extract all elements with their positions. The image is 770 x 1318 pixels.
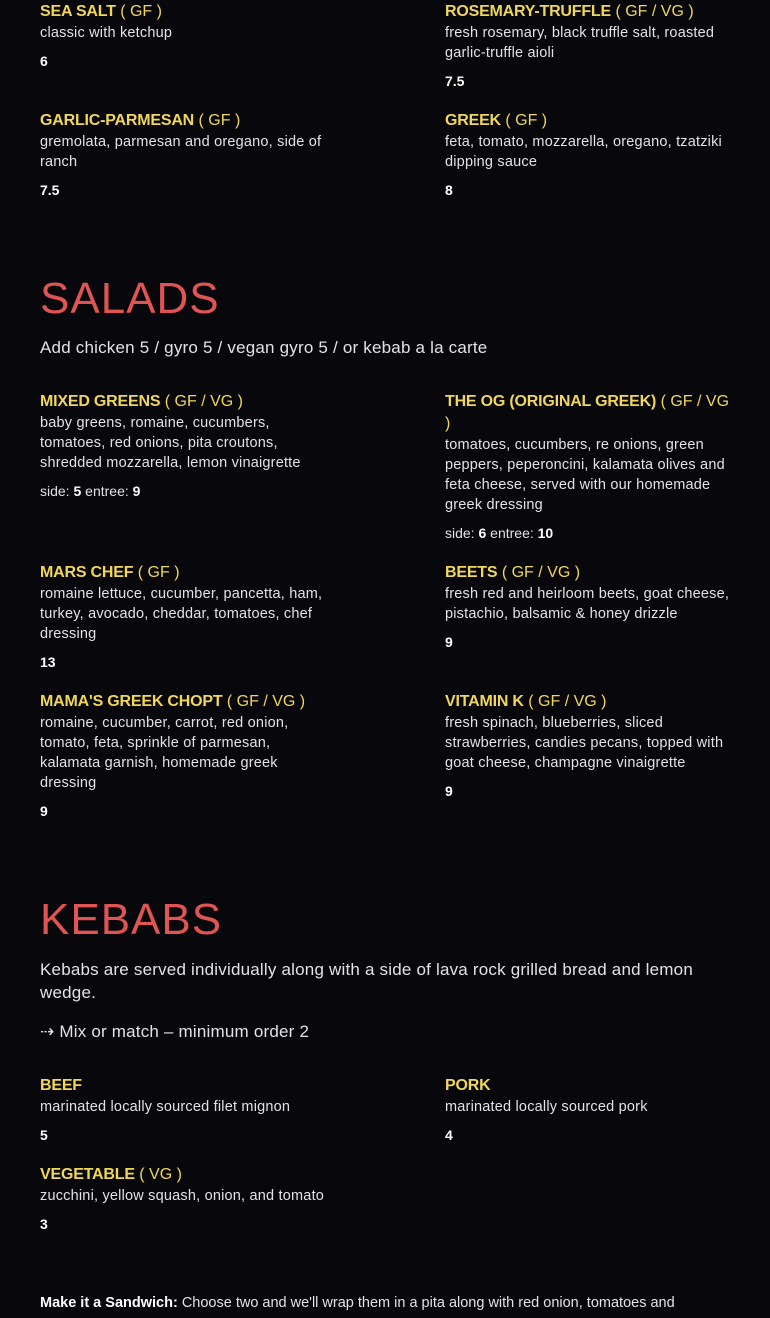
item-price: 8	[445, 182, 453, 198]
sandwich-note	[40, 1293, 740, 1313]
item-name: SEA SALT	[40, 3, 116, 20]
item-description: tomatoes, cucumbers, re onions, green peppers, peperoncini, kalamata olives and feta cheese, served with our homemade greek dressing	[445, 437, 725, 513]
item-price: 6	[40, 53, 48, 69]
menu-item-garlic-parmesan	[40, 110, 330, 200]
item-price: 7.5	[445, 73, 465, 89]
menu-item-mixed-greens	[40, 391, 330, 501]
item-name: GARLIC-PARMESAN	[40, 112, 195, 129]
section-title-salads: SALADS	[40, 274, 220, 323]
item-name: MAMA'S GREEK CHOPT	[40, 693, 223, 710]
item-name: VITAMIN K	[445, 693, 524, 710]
entree-price: 9	[132, 483, 141, 499]
menu-item-vitamin-k	[445, 691, 735, 801]
item-name: BEEF	[40, 1077, 82, 1094]
item-description: fresh rosemary, black truffle salt, roasted garlic-truffle aioli	[445, 25, 715, 61]
menu-item-greek	[445, 110, 735, 200]
menu-item-the-og	[445, 391, 735, 543]
menu-item-pork	[445, 1075, 735, 1145]
item-description: baby greens, romaine, cucumbers, tomatoes, red onions, pita croutons, shredded mozzarella, lemon vinaigrette	[40, 415, 301, 471]
item-tags: ( VG )	[139, 1166, 182, 1183]
side-label: side:	[40, 483, 70, 499]
item-tags: ( GF )	[120, 3, 162, 20]
item-description: feta, tomato, mozzarella, oregano, tzatziki dipping sauce	[445, 134, 722, 170]
item-price: 5	[40, 1127, 48, 1143]
side-price: 6	[478, 525, 487, 541]
item-description: marinated locally sourced pork	[445, 1099, 648, 1115]
item-name: THE OG (ORIGINAL GREEK)	[445, 393, 657, 410]
item-price	[40, 481, 330, 501]
item-price: 13	[40, 654, 56, 670]
item-price: 9	[445, 783, 453, 799]
item-tags: ( GF / VG )	[501, 564, 581, 581]
item-price: 3	[40, 1216, 48, 1232]
item-tags: ( GF )	[198, 112, 241, 129]
item-name: MARS CHEF	[40, 564, 134, 581]
side-label: side:	[445, 525, 475, 541]
sandwich-note-text: Choose two and we'll wrap them in a pita along with red onion, tomatoes and	[177, 1295, 675, 1311]
item-tags: ( GF / VG )	[528, 693, 607, 710]
item-description: marinated locally sourced filet mignon	[40, 1099, 291, 1115]
menu-item-rosemary-truffle	[445, 1, 735, 91]
item-price: 7.5	[40, 182, 60, 198]
item-tags: ( GF )	[137, 564, 180, 581]
item-description: gremolata, parmesan and oregano, side of ranch	[40, 134, 322, 170]
section-note-kebabs: Kebabs are served individually along with a side of lava rock grilled bread and lemon wedge.	[40, 960, 693, 1002]
item-price: 9	[40, 803, 48, 819]
menu-item-vegetable	[40, 1164, 330, 1234]
entree-label: entree:	[85, 483, 129, 499]
item-tags: ( GF / VG )	[164, 393, 243, 410]
item-name: GREEK	[445, 112, 501, 129]
item-name: VEGETABLE	[40, 1166, 135, 1183]
menu-item-mars-chef	[40, 562, 330, 672]
item-tags: ( GF / VG )	[445, 393, 730, 432]
item-name: MIXED GREENS	[40, 393, 161, 410]
item-description: zucchini, yellow squash, onion, and tomato	[40, 1188, 325, 1204]
entree-price: 10	[537, 525, 554, 541]
item-tags: ( GF / VG )	[615, 3, 694, 20]
item-tags: ( GF / VG )	[226, 693, 306, 710]
item-name: ROSEMARY-TRUFFLE	[445, 3, 611, 20]
section-note-mix-match: ⇢ Mix or match – minimum order 2	[40, 1022, 310, 1041]
item-description: romaine, cucumber, carrot, red onion, tomato, feta, sprinkle of parmesan, kalamata garnish, homemade greek dressing	[40, 715, 289, 791]
side-price: 5	[73, 483, 82, 499]
menu-item-beef	[40, 1075, 330, 1145]
item-name: PORK	[445, 1077, 491, 1094]
item-description: fresh red and heirloom beets, goat cheese, pistachio, balsamic & honey drizzle	[445, 586, 730, 622]
item-price: 4	[445, 1127, 453, 1143]
item-description: fresh spinach, blueberries, sliced strawberries, candies pecans, topped with goat cheese, champagne vinaigrette	[445, 715, 724, 771]
section-title-kebabs: KEBABS	[40, 895, 223, 944]
sandwich-note-label: Make it a Sandwich:	[40, 1295, 178, 1311]
menu-item-mamas-greek-chopt	[40, 691, 330, 821]
item-price: 9	[445, 634, 453, 650]
item-price	[445, 523, 735, 543]
item-name: BEETS	[445, 564, 498, 581]
section-note-salads: Add chicken 5 / gyro 5 / vegan gyro 5 / or kebab a la carte	[40, 338, 488, 357]
item-description: romaine lettuce, cucumber, pancetta, ham, turkey, avocado, cheddar, tomatoes, chef dressing	[40, 586, 323, 642]
menu-item-beets	[445, 562, 735, 652]
item-tags: ( GF )	[505, 112, 548, 129]
item-description: classic with ketchup	[40, 25, 173, 41]
entree-label: entree:	[490, 525, 534, 541]
menu-item-sea-salt	[40, 1, 330, 71]
